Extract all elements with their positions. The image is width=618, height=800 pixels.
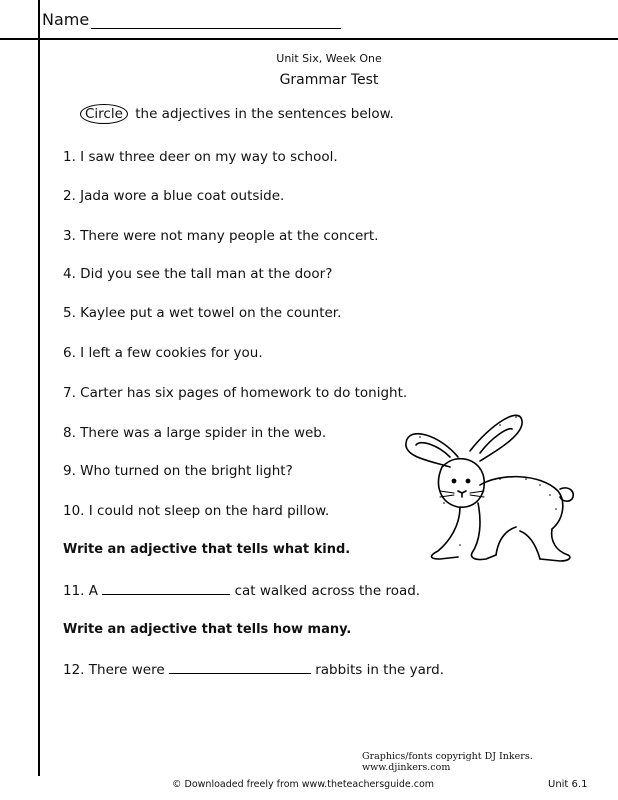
question-10: 10. I could not sleep on the hard pillow. bbox=[63, 503, 330, 519]
name-field bbox=[42, 10, 341, 29]
q12-end: rabbits in the yard. bbox=[315, 662, 445, 678]
page-title: Grammar Test bbox=[279, 72, 379, 88]
question-7: 7. Carter has six pages of homework to do tonight. bbox=[63, 385, 408, 401]
margin-line bbox=[38, 0, 40, 776]
circled-word: Circle bbox=[80, 104, 128, 124]
question-5: 5. Kaylee put a wet towel on the counter. bbox=[63, 305, 342, 321]
question-11 bbox=[63, 582, 420, 599]
header-line bbox=[0, 38, 618, 40]
footer-download: © Downloaded freely from www.theteachersguide.com bbox=[172, 779, 435, 790]
unit-subtitle: Unit Six, Week One bbox=[276, 52, 382, 65]
question-12 bbox=[63, 661, 444, 678]
footer-unit: Unit 6.1 bbox=[548, 779, 588, 790]
name-blank[interactable] bbox=[91, 10, 341, 29]
section-heading-what-kind: Write an adjective that tells what kind. bbox=[63, 542, 351, 557]
q11-start: 11. A bbox=[63, 583, 98, 599]
graphics-credit: Graphics/fonts copyright DJ Inkers. www.djinkers.com bbox=[362, 751, 533, 773]
q12-start: 12. There were bbox=[63, 662, 165, 678]
bunny-illustration bbox=[400, 395, 580, 575]
section-heading-how-many: Write an adjective that tells how many. bbox=[63, 622, 352, 637]
question-6: 6. I left a few cookies for you. bbox=[63, 345, 263, 361]
question-4: 4. Did you see the tall man at the door? bbox=[63, 266, 333, 282]
q11-blank[interactable] bbox=[102, 582, 230, 595]
instructions-text: the adjectives in the sentences below. bbox=[135, 106, 394, 122]
question-8: 8. There was a large spider in the web. bbox=[63, 425, 327, 441]
question-1: 1. I saw three deer on my way to school. bbox=[63, 149, 338, 165]
q12-blank[interactable] bbox=[169, 661, 311, 674]
question-3: 3. There were not many people at the concert. bbox=[63, 228, 379, 244]
question-2: 2. Jada wore a blue coat outside. bbox=[63, 188, 285, 204]
name-label: Name bbox=[42, 10, 90, 29]
question-9: 9. Who turned on the bright light? bbox=[63, 463, 293, 479]
q11-end: cat walked across the road. bbox=[234, 583, 421, 599]
instructions bbox=[80, 104, 394, 124]
